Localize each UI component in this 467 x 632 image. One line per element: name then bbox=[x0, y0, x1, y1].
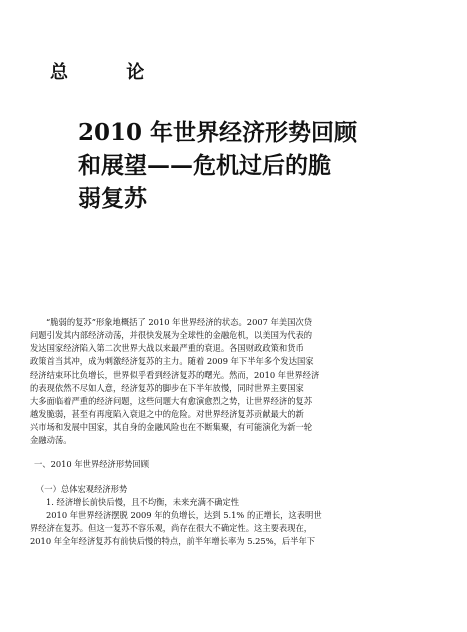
paragraph-line: 经济结束环比负增长，世界似乎看到经济复苏的曙光。然而，2010 年世界经济 bbox=[30, 369, 320, 380]
section-heading: 一、2010 年世界经济形势回顾 bbox=[34, 459, 150, 470]
body-text bbox=[30, 316, 413, 548]
sub-subsection-heading: 1. 经济增长前快后慢，且不均衡，未来充满不确定性 bbox=[46, 496, 240, 507]
paragraph-line: 的表现依然不尽如人意，经济复苏的脚步在下半年放慢，同时世界主要国家 bbox=[30, 382, 304, 393]
paragraph-line: 兴市场和发展中国家，其自身的金融风险也在不断集聚，有可能演化为新一轮 bbox=[30, 422, 313, 433]
section-label: 总 论 bbox=[50, 62, 171, 83]
paragraph-line: “脆弱的复苏”形象地概括了 2010 年世界经济的状态。2007 年美国次贷 bbox=[46, 317, 313, 327]
paragraph-line: 政策首当其冲，成为刺激经济复苏的主力。随着 2009 年下半年多个发达国家 bbox=[30, 356, 314, 367]
paragraph-line: 问题引发其内部经济动荡，并很快发展为全球性的金融危机，以美国为代表的 bbox=[30, 330, 313, 341]
paragraph-line: 发达国家经济陷入第二次世界大战以来最严重的衰退。各国财政政策和货币 bbox=[30, 343, 304, 354]
paragraph-line: 越发脆弱，甚至有再度陷入衰退之中的危险。对世界经济复苏贡献最大的新 bbox=[30, 408, 304, 419]
paragraph-line: 界经济在复苏。但这一复苏不容乐观，尚存在很大不确定性。这主要表现在， bbox=[30, 522, 313, 533]
paragraph-line: 金融动荡。 bbox=[30, 435, 72, 446]
chapter-title bbox=[78, 116, 418, 215]
paragraph-line: 大多面临着严重的经济问题，这些问题大有愈演愈烈之势，让世界经济的复苏 bbox=[30, 395, 313, 406]
paragraph-line: 2010 年世界经济摆脱 2009 年的负增长，达到 5.1% 的正增长，这表明世 bbox=[46, 509, 322, 520]
title-line: 弱复苏 bbox=[78, 185, 147, 212]
paragraph-line: 2010 年全年经济复苏有前快后慢的特点，前半年增长率为 5.25%，后半年下 bbox=[30, 536, 316, 547]
subsection-heading: （一）总体宏观经济形势 bbox=[36, 483, 128, 494]
title-line: 和展望——危机过后的脆 bbox=[78, 152, 331, 179]
title-line: 2010 年世界经济形势回顾 bbox=[78, 119, 358, 146]
